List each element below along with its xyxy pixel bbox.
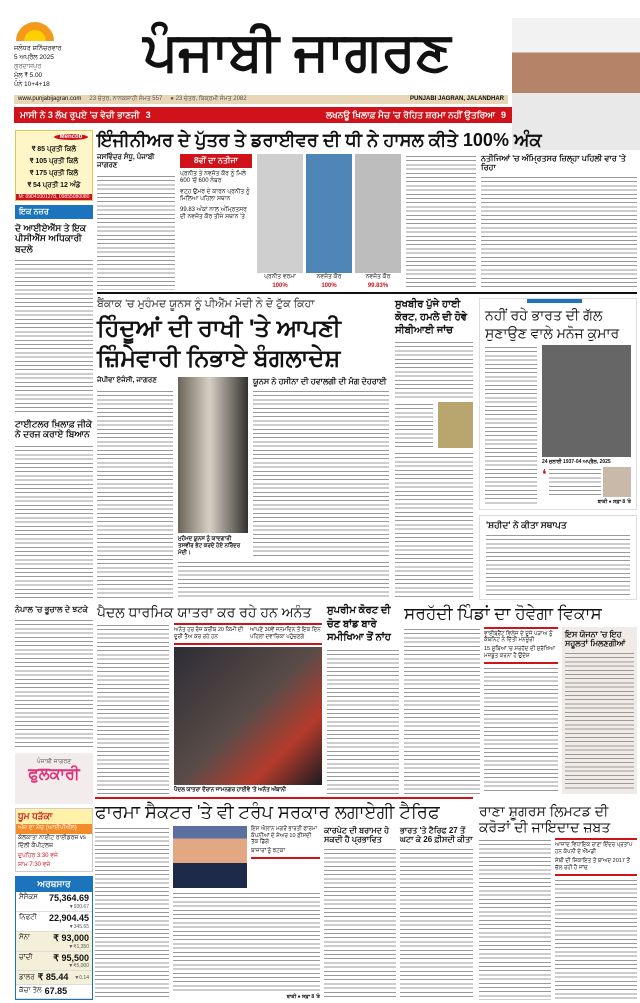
bangkok-subhead: ਯੂਨਸ ਨੇ ਹਸੀਨਾ ਦੀ ਹਵਾਲਗੀ ਦੀ ਮੰਗ ਦੋਹਰਾਈ bbox=[253, 377, 387, 387]
sidebar-headline[interactable]: ਨੇਪਾਲ 'ਚ ਭੂਚਾਲ ਦੇ ਝਟਕੇ bbox=[15, 604, 88, 614]
ad-box bbox=[15, 130, 93, 201]
market-change: ▼930.67 bbox=[68, 904, 89, 911]
phulkari-title[interactable]: ਫੁਲਕਾਰੀ bbox=[28, 765, 80, 783]
market-label: ਨਿਫਟੀ bbox=[19, 914, 37, 922]
market-change: ▼₹1,350 bbox=[68, 943, 89, 950]
samvat-nanakshahi: 23 ਚੇਤਰ, ਨਾਨਕਸ਼ਾਹੀ ਸੰਮਤ 557 bbox=[89, 96, 163, 102]
ad-price: ₹ 175 ਪ੍ਰਤੀ ਕਿਲੋ bbox=[29, 170, 79, 177]
pharma-headline[interactable]: ਫਾਰਮਾ ਸੈਕਟਰ 'ਤੇ ਵੀ ਟਰੰਪ ਸਰਕਾਰ ਲਗਾਏਗੀ ਟੈਰਿਫ bbox=[95, 802, 440, 822]
side-headline[interactable]: ਨਤੀਜਿਆਂ 'ਚ ਅੰਮ੍ਰਿਤਸਰ ਜ਼ਿਲ੍ਹਾ ਪਹਿਲੀ ਵਾਰ 'ਤੇ ਰਿਹਾ bbox=[481, 153, 626, 172]
phulkari-box bbox=[15, 753, 93, 804]
market-row bbox=[16, 892, 92, 912]
student-score: 100% bbox=[272, 282, 288, 289]
scheme-box bbox=[562, 627, 637, 794]
photo-caption: ਮੁਹੰਮਦ ਯੂਨਸ ਨੂੰ ਯਾਦਗਾਰੀ ਤਸਵੀਰ ਭੇਟ ਕਰਦੇ ਹੋਏ ਨਰਿੰਦਰ ਮੋਦੀ। bbox=[178, 536, 241, 557]
sarhaddi-bullet: ਵਾਈਬ੍ਰੈਂਟ ਵਿਲੇਜ ਦੇ ਦੂਜੇ ਪੜਾਅ ਨੂੰ ਕੈਬਨਿਟ ਨੇ ਦਿੱਤੀ ਮਨਜ਼ੂਰੀ bbox=[484, 630, 553, 644]
market-value: ₹ 95,500 bbox=[53, 952, 89, 963]
market-label: ਡਾਲਰ bbox=[19, 973, 35, 981]
pharma-continued[interactable]: ਬਾਕੀ ● ਸਫ਼ਾ 8 'ਤੇ bbox=[286, 993, 320, 1000]
ad-brand-logo: Mencob bbox=[54, 134, 88, 140]
trump-photo bbox=[173, 826, 247, 888]
result-bullet: ਪ੍ਰਨੀਤ ਤੇ ਨਵਜੋਤ ਕੌਰ ਨੂੰ ਮਿਲੇ 600 'ਚੋਂ 600 ਨੰਬਰ bbox=[180, 170, 247, 185]
result-bullet: ਵਟ੍ਹ ਉਮਰ ਦੇ ਕਾਰਨ ਪ੍ਰਨੀਤ ਨੂੰ ਮਿਲਿਆ ਪਹਿਲਾ ਸਥਾਨ bbox=[180, 188, 250, 203]
ad-price: ₹ 105 ਪ੍ਰਤੀ ਕਿਲੋ bbox=[29, 158, 79, 165]
ad-price: ₹ 85 ਪ੍ਰਤੀ ਕਿਲੋ bbox=[31, 146, 77, 153]
sukhbir-photo bbox=[438, 402, 473, 448]
student-photo bbox=[257, 154, 303, 273]
sukhbir-headline[interactable]: ਸੁਖਬੀਰ ਪੁੱਜੇ ਹਾਈ ਕੋਰਟ, ਹਮਲੇ ਦੀ ਹੋਵੇ ਸੀਬੀਆਈ ਜਾਂਚ bbox=[395, 299, 468, 336]
bangkok-headline[interactable]: ਹਿੰਦੂਆਂ ਦੀ ਰਾਖੀ 'ਤੇ ਆਪਣੀ ਜ਼ਿੰਮੇਵਾਰੀ ਨਿਭਾਏ ਬੰਗਲਾਦੇਸ਼ bbox=[97, 315, 342, 373]
markets-title: ਅਰਥਸਾਰ bbox=[16, 877, 92, 892]
markets-box bbox=[15, 876, 93, 1000]
lead-byline: ਜਸਵਿੰਦਰ ਸੰਧੂ, ਪੰਜਾਬੀ ਜਾਗਰਣ bbox=[97, 153, 155, 170]
anant-headline[interactable]: ਪੈਦਲ ਧਾਰਮਿਕ ਯਾਤਰਾ ਕਰ ਰਹੇ ਹਨ ਅਨੰਤ bbox=[97, 604, 312, 620]
masthead-title: ਪੰਜਾਬੀ ਜਾਗਰਣ bbox=[143, 22, 451, 82]
dhoom-sub: ਅੱਜ ਦਾ ਮੈਚ (ਆਈਪੀਐੱਲ) bbox=[16, 824, 92, 834]
rana-bullet: ਆਜ਼ਾਦ ਵਿਧਾਇਕ ਰਾਣਾ ਇੰਦਰ ਪ੍ਰਤਾਪ ਹਨ ਕੰਪਨੀ ਦੇ ਐੱਮਡੀ bbox=[555, 842, 633, 856]
market-label: ਕੱਚਾ ਤੇਲ bbox=[19, 987, 42, 995]
city-day: ਜਲੰਧਰ ਸ਼ਨਿੱਚਰਵਾਰ bbox=[14, 45, 62, 52]
manoj-continued[interactable]: ਬਾਕੀ ● ਸਫ਼ਾ 8 'ਤੇ bbox=[597, 498, 631, 505]
lead-headline[interactable]: ਇੰਜੀਨੀਅਰ ਦੇ ਪੁੱਤਰ ਤੇ ਡਰਾਈਵਰ ਦੀ ਧੀ ਨੇ ਹਾਸਲ ਕੀਤੇ 100% ਅੰਕ bbox=[97, 130, 542, 150]
teaser-1-page: 3 bbox=[145, 110, 151, 120]
anant-ambani-photo bbox=[174, 647, 322, 785]
anant-bullet: ਅਨੰਤ ਹਰ ਰੋਜ਼ ਕਰੀਬ 20 ਕਿਮੀ ਦੀ ਦੂਰੀ ਤੈਅ ਕਰ ਰਹੇ ਹਨ bbox=[174, 627, 244, 640]
edition: ਗੁਰਦਾਸਪੁਰ bbox=[14, 63, 42, 70]
market-row bbox=[16, 912, 92, 932]
teaser-1[interactable]: ਮਾਸੀ ਨੇ 3 ਲੱਖ ਰੁਪਏ 'ਚ ਵੇਚੀ ਭਾਣਜੀ bbox=[20, 110, 140, 120]
market-label: ਸੋਨਾ bbox=[19, 934, 31, 942]
anant-bullet: ਆਪਣੇ 30ਵੇਂ ਜਨਮਦਿਨ ਤੋਂ ਇਕ ਦਿਨ ਪਹਿਲਾਂ ਦਵਾਰਿਕਾ ਪਹੁੰਚਣਗੇ bbox=[250, 627, 321, 640]
manoj-dates: 24 ਜੁਲਾਈ 1937-04 ਅਪ੍ਰੈਲ, 2025 bbox=[542, 458, 611, 465]
teaser-bar bbox=[14, 107, 512, 123]
market-row bbox=[16, 932, 92, 952]
teaser-2[interactable]: ਲਖਨਊ ਖ਼ਿਲਾਫ਼ ਮੈਚ 'ਚ ਰੋਹਿਤ ਸ਼ਰਮਾ ਨਹੀਂ ਉਤਰਿਆ bbox=[325, 110, 495, 120]
match-row: ਦੁਪਹਿਰ 3:30 ਵਜੇ bbox=[18, 852, 58, 859]
issue-info bbox=[14, 44, 90, 89]
bangkok-kicker: ਬੈਂਕਾਕ 'ਚ ਮੁਹੰਮਦ ਯੂਨਸ ਨੂੰ ਪੀਐੱਮ ਮੋਦੀ ਨੇ ਦੋ ਟੁੱਕ ਕਿਹਾ bbox=[97, 298, 315, 310]
manoj-box bbox=[479, 298, 637, 510]
sidebar-headline[interactable]: ਟਾਈਟਲਰ ਖ਼ਿਲਾਫ਼ ਜੀਕੇ ਨੇ ਦਰਜ ਕਰਾਏ ਬਿਆਨ bbox=[15, 418, 93, 440]
market-value: 75,364.69 bbox=[48, 893, 89, 904]
manoj-headline[interactable]: ਨਹੀਂ ਰਹੇ ਭਾਰਤ ਦੀ ਗੱਲ ਸੁਣਾਉਣ ਵਾਲੇ ਮਨੋਜ ਕੁਮਾਰ bbox=[485, 307, 620, 342]
divider bbox=[97, 292, 637, 294]
result-bullet: 99.83 ਅੰਕਾਂ ਨਾਲ ਅੰਮ੍ਰਿਤਸਰ ਦੀ ਨਵਜੋਤ ਕੌਰ ਤੀਜੇ ਸਥਾਨ 'ਤੇ bbox=[180, 206, 247, 221]
scheme-box-title: ਇਸ ਯੋਜਨਾ 'ਚ ਇਹ ਸਹੂਲਤਾਂ ਮਿਲਣਗੀਆਂ bbox=[565, 629, 626, 648]
market-change: ▼₹5,000 bbox=[68, 963, 89, 970]
student-score: 100% bbox=[321, 282, 337, 289]
supreme-court-headline[interactable]: ਸੁਪਰੀਮ ਕੋਰਟ ਦੀ ਚੋਣ ਬਾਂਡ ਬਾਰੇ ਸਮੀਖਿਆ ਤੋਂ ਨਾਂਹ bbox=[327, 605, 391, 643]
samvat-bikrami: ● 23 ਚੇਤਰ, ਬਿਕ੍ਰਮੀ ਸੰਮਤ 2082 bbox=[170, 96, 247, 102]
sarhaddi-bullet: 15 ਸੂਬਿਆਂ 'ਚ ਸਰਹੱਦ ਦੀ ਸੁਰੱਖਿਆ ਮਜ਼ਬੂਤ ਕਰਨਾ ਹੈ ਉਦੇਸ਼ bbox=[484, 646, 556, 660]
results-box-title: 8ਵੀਂ ਦਾ ਨਤੀਜਾ bbox=[180, 154, 252, 168]
market-change: ▼0.14 bbox=[74, 974, 89, 981]
market-row bbox=[16, 971, 92, 985]
modi-yunus-photo bbox=[178, 377, 248, 533]
dhoom-title: ਧੂਮ ਧੜੱਕਾ bbox=[16, 809, 92, 825]
carpet-headline[interactable]: ਕਾਰਪੇਟ ਦੀ ਬਰਾਮਦ ਹੋ ਸਕਦੀ ਹੈ ਪ੍ਰਭਾਵਿਤ bbox=[324, 825, 390, 844]
pharma-bullet: ਇਸ ਐਲਾਨ ਮਗਰੋਂ ਭਾਰਤੀ ਫਾਰਮਾ ਕੰਪਨੀਆਂ ਦੇ ਸ਼ੇਅਰ 10 ਫ਼ੀਸਦੀ ਤੱਕ ਡਿੱਗੇ bbox=[251, 825, 318, 846]
market-value: ₹ 93,000 bbox=[53, 932, 89, 943]
market-value: 67.85 bbox=[44, 986, 68, 997]
website[interactable]: www.punjabijagran.com bbox=[18, 96, 82, 102]
market-label: ਚਾਂਦੀ bbox=[19, 953, 33, 961]
match-row: ਸ਼ਾਮ 7:30 ਵਜੇ bbox=[18, 862, 51, 869]
student-photo bbox=[355, 154, 401, 273]
shaheed-headline[interactable]: 'ਸ਼ਹੀਦ' ਨੇ ਕੀਤਾ ਸਥਾਪਤ bbox=[486, 520, 567, 530]
sarhaddi-headline[interactable]: ਸਰਹੱਦੀ ਪਿੰਡਾਂ ਦਾ ਹੋਵੇਗਾ ਵਿਕਾਸ bbox=[404, 604, 602, 623]
sidebar-headline[interactable]: ਦੋ ਆਈਏਐੱਸ ਤੇ ਇਕ ਪੀਸੀਐੱਸ ਅਧਿਕਾਰੀ ਬਦਲੇ bbox=[15, 223, 87, 254]
rana-bullet: ਸੇਬੀ ਦੀ ਸ਼ਿਕਾਇਤ ਤੋਂ ਬਾਅਦ 2017 ਤੋਂ ਚੱਲ ਰਹੀ ਹੈ ਜਾਂਚ bbox=[555, 857, 630, 871]
market-value: 22,904.45 bbox=[48, 913, 89, 924]
phulkari-label: ਪੰਜਾਬੀ ਜਾਗਰਣ bbox=[36, 758, 72, 765]
student-name: ਨਵਜੋਤ ਕੌਰ bbox=[316, 274, 342, 280]
modi-photo bbox=[603, 467, 631, 497]
logo-sun-icon bbox=[16, 22, 54, 41]
shaheed-box bbox=[479, 515, 637, 600]
student-name: ਨਵਜੋਤ ਕੌਰ bbox=[365, 274, 391, 280]
publisher: PUNJABI JAGRAN, JALANDHAR bbox=[409, 96, 504, 102]
cricketer-photo bbox=[512, 0, 640, 150]
sidebar-section-title: ਇਕ ਨਜ਼ਰ bbox=[15, 205, 93, 219]
quote-icon: ❛ bbox=[542, 465, 547, 482]
market-label: ਸੈਂਸੈਕਸ bbox=[19, 894, 38, 902]
price: ਮੁੱਲ ₹ 5.00 bbox=[14, 72, 43, 79]
teaser-2-page: 9 bbox=[500, 110, 506, 120]
date-strip bbox=[14, 95, 508, 104]
ad-phone: M: 09041001278, 09855080080 bbox=[16, 194, 92, 200]
bangkok-byline: ਜੇਪੀਵਾ ਏਜੰਸੀ, ਜਾਗਰਣ bbox=[97, 377, 157, 385]
student-photo bbox=[306, 154, 352, 273]
student-name: ਪ੍ਰਨੀਤ ਵਰਮਾ bbox=[264, 274, 296, 280]
issue-date: 5 ਅਪ੍ਰੈਲ 2025 bbox=[14, 54, 54, 61]
rana-headline[interactable]: ਰਾਣਾ ਸ਼ੂਗਰਸ ਲਿਮਟਡ ਦੀ ਕਰੋੜਾਂ ਦੀ ਜਾਇਦਾਦ ਜ਼ਬਤ bbox=[479, 803, 611, 836]
student-score: 99.83% bbox=[367, 282, 389, 289]
manoj-kumar-photo bbox=[542, 345, 631, 456]
match-row: ਕੋਲਕਾਤਾ ਨਾਈਟ ਰਾਈਡਰਜ਼ vs ਦਿੱਲੀ ਕੈਪੀਟਲਜ਼ bbox=[18, 835, 86, 849]
tariff-headline[interactable]: ਭਾਰਤ 'ਤੇ ਟੈਰਿਫ 27 ਤੋਂ ਘਟਾ ਕੇ 26 ਫ਼ੀਸਦੀ ਕੀਤਾ bbox=[400, 825, 473, 844]
market-row bbox=[16, 985, 92, 999]
anant-caption: ਪੈਦਲ ਯਾਤਰਾ ਦੌਰਾਨ ਜਾਮਨਗਰ ਹਾਈਵੇ 'ਤੇ ਅਨੰਤ ਅੰਬਾਨੀ bbox=[174, 787, 287, 794]
pages: ਪੰਨੇ 10+4+18 bbox=[14, 81, 50, 88]
accent-bar bbox=[527, 299, 582, 303]
market-change: ▼345.65 bbox=[68, 923, 89, 930]
ad-price: ₹ 54 ਪ੍ਰਤੀ 12 ਅੰਡੇ bbox=[27, 182, 81, 189]
pharma-bullet: ਬਾਜ਼ਾਰਾਂ ਨੂੰ ਝਟਕਾ bbox=[251, 848, 286, 855]
market-value: ₹ 85.44 bbox=[37, 972, 69, 983]
market-row bbox=[16, 952, 92, 972]
dhoom-box bbox=[15, 808, 93, 873]
